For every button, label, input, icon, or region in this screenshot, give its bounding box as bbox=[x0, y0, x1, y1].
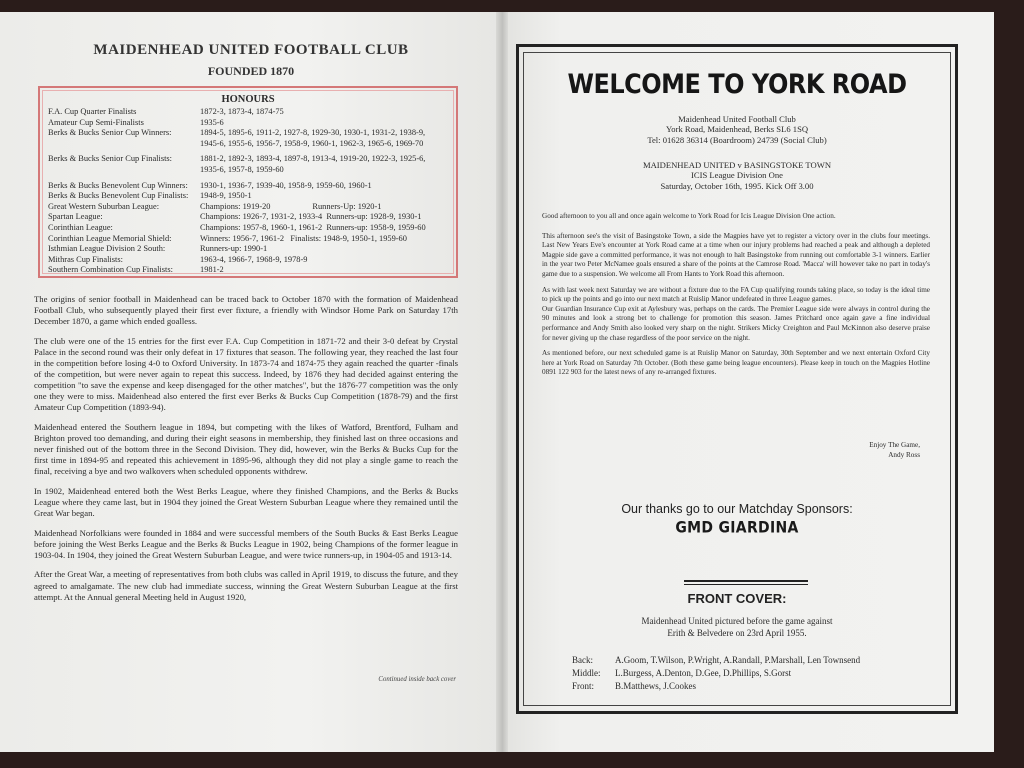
honours-row: Spartan League: Champions: 1926-7, 1931-2, 1933-4 Runners-up: 1928-9, 1930-1 bbox=[48, 212, 422, 222]
club-title: MAIDENHEAD UNITED FOOTBALL CLUB bbox=[93, 42, 409, 58]
honours-row: Berks & Bucks Senior Cup Winners: 1894-5, 1895-6, 1911-2, 1927-8, 1929-30, 1930-1, 1931-2, 1938-9, bbox=[48, 128, 426, 138]
front-cover-description: Maidenhead United pictured before the game against Erith & Belvedere on 23rd April 1955. bbox=[641, 616, 833, 638]
history-paragraph: After the Great War, a meeting of representatives from both clubs was called in April 1919, to discuss the future, and they agreed to amalgamate. The new club had immediate success, winning the Great Western Suburban League at the first attempt. At the Annual general Meeting held in August 1920, bbox=[34, 569, 458, 602]
sponsor-name: GMD GIARDINA bbox=[675, 518, 799, 538]
club-address: Maidenhead United Football Club York Road, Maidenhead, Berks SL6 1SQ Tel: 01628 36314 (Boardroom) 24739 (Social Club) bbox=[647, 114, 827, 145]
welcome-paragraph: Good afternoon to you all and once again welcome to York Road for Icis League Division One action. bbox=[542, 212, 836, 220]
honours-row: Berks & Bucks Benevolent Cup Winners: 1930-1, 1936-7, 1939-40, 1958-9, 1959-60, 1960-1 bbox=[48, 180, 372, 190]
honours-row: Southern Combination Cup Finalists: 1981-2 bbox=[48, 265, 224, 275]
lineup-row: Middle: L.Burgess, A.Denton, D.Gee, D.Phillips, S.Gorst bbox=[572, 668, 792, 678]
divider-rule bbox=[684, 580, 808, 582]
honours-row: Isthmian League Division 2 South: Runners-up: 1990-1 bbox=[48, 244, 268, 254]
continued-note: Continued inside back cover bbox=[378, 676, 456, 683]
lineup-row: Back: A.Goom, T.Wilson, P.Wright, A.Randall, P.Marshall, Len Townsend bbox=[572, 655, 861, 665]
lineup-row: Front: B.Matthews, J.Cookes bbox=[572, 681, 696, 691]
honours-row: Great Western Suburban League: Champions: 1919-20 Runners-Up: 1920-1 bbox=[48, 201, 382, 211]
honours-row: Berks & Bucks Benevolent Cup Finalists: 1948-9, 1950-1 bbox=[48, 191, 252, 201]
honours-row: Amateur Cup Semi-Finalists 1935-6 bbox=[48, 117, 224, 127]
team-lineup bbox=[572, 654, 942, 693]
history-paragraph: The origins of senior football in Maidenhead can be traced back to October 1870 with the formation of Maidenhead Football Club, who subsequently played their first ever fixture, a friendly with Windsor Home Park on Saturday 17th December 1870, a game which ended goalless. bbox=[34, 294, 458, 327]
honours-row: 1935-6, 1957-8, 1959-60 bbox=[200, 164, 284, 174]
founded-subtitle: FOUNDED 1870 bbox=[207, 64, 295, 78]
welcome-paragraph: Our Guardian Insurance Cup exit at Aylesbury was, perhaps on the cards. The Premier League side were always in control during the 90 minutes and look a strong bet to challenge for promotion this season. James Pritchard once again gave a fine individual performance and Andy Smith also looked very sharp on the night. Strikers Micky Creighton and Paul McKinnon also deserve praise for never giving up the chase regardless of the poor service on the night. bbox=[542, 304, 930, 342]
welcome-paragraph: As mentioned before, our next scheduled game is at Ruislip Manor on Saturday, 30th September and we next entertain Oxford City here at York Road on Saturday 7th October. (Both these game being league encounters). Please keep in touch on the Magpies Hotline 0891 122 903 for the latest news of any re-arranged fixtures. bbox=[542, 349, 930, 377]
honours-row: F.A. Cup Quarter Finalists 1872-3, 1873-4, 1874-75 bbox=[48, 107, 284, 116]
page-spine bbox=[496, 12, 508, 752]
welcome-heading: WELCOME TO YORK ROAD bbox=[567, 68, 907, 100]
welcome-paragraph: As with last week next Saturday we are without a fixture due to the FA Cup qualifying rounds taking place, so today is the ideal time to pick up the points and go into our next match at Ruislip Manor undefeated in three League games. bbox=[542, 285, 930, 304]
honours-row: Berks & Bucks Senior Cup Finalists: 1881-2, 1892-3, 1893-4, 1897-8, 1913-4, 1919-20, 1922-3, 1925-6, bbox=[48, 154, 426, 164]
club-history-text bbox=[34, 294, 458, 611]
divider-rule bbox=[684, 584, 808, 585]
history-paragraph: Maidenhead Norfolkians were founded in 1884 and were successful members of the South Bucks & East Berks League before joining the West Berks League and the Berks & Bucks League in 1902, being Champions of the former league in 1903-04. In 1904, they joined the Great Western Suburban League, and were twice runners-up, in 1904-05 and 1913-14. bbox=[34, 527, 458, 560]
honours-title: HONOURS bbox=[221, 94, 275, 105]
history-paragraph: In 1902, Maidenhead entered both the West Berks League, where they finished Champions, and the Berks & Bucks League where they came last, but in 1904 they joined the Great Western Suburban League where they remained until the Great War began. bbox=[34, 485, 458, 519]
welcome-text bbox=[542, 212, 930, 384]
sponsor-thanks: Our thanks go to our Matchday Sponsors: bbox=[621, 502, 853, 516]
front-cover-title: FRONT COVER: bbox=[687, 591, 787, 606]
welcome-paragraph: This afternoon see's the visit of Basingstoke Town, a side the Magpies have yet to register a victory over in the clubs four meetings. Last New Years Eve's encounter at York Road came at a time when our injury problems had reached a peak and although a depleted Magpie side gave a committed performance, it was not enough to halt Basingstoke from running out comfortable 3-1 winners. Earlier in the year two Peter McNamee goals ensured a share of the points at the Camrose Road. 'Macca' will however take no part in today's game due to a suspension. We welcome all From Hants to York Road this afternoon. bbox=[542, 231, 930, 278]
honours-box bbox=[38, 86, 458, 278]
honours-row: 1945-6, 1955-6, 1956-7, 1958-9, 1960-1, 1962-3, 1965-6, 1969-70 bbox=[200, 138, 424, 148]
history-paragraph: The club were one of the 15 entries for the first ever F.A. Cup Competition in 1871-72 and their 3-0 defeat by Crystal Palace in the second round was their only defeat in 17 fixtures that season. The following year, they reached the last four in the competition before losing 4-0 to Oxford University. In 1873-74 and 1874-75 they again reached the quarter -finals of the competition, but were never again to repeat this success. Indeed, by 1876 they had decided against entering the competition "to save the expense and keep disengaged for the other matches", but the 1876-77 competition was the only one they were to miss. Maidenhead also entered the first ever Berks & Bucks Cup Competition (1878-79) and the first Amateur Cup Competition (1893-94). bbox=[34, 335, 458, 413]
match-info: MAIDENHEAD UNITED v BASINGSTOKE TOWN ICIS League Division One Saturday, October 16th, 1995. Kick Off 3.00 bbox=[642, 160, 832, 191]
honours-row: Mithras Cup Finalists: 1963-4, 1966-7, 1968-9, 1978-9 bbox=[48, 254, 308, 264]
honours-row: Corinthian League Memorial Shield: Winners: 1956-7, 1961-2 Finalists: 1948-9, 1950-1, 1959-60 bbox=[48, 233, 407, 243]
honours-row: Corinthian League: Champions: 1957-8, 1960-1, 1961-2 Runners-up: 1958-9, 1959-60 bbox=[48, 222, 426, 232]
signoff: Enjoy The Game, Andy Ross bbox=[869, 441, 920, 459]
history-paragraph: Maidenhead entered the Southern league in 1894, but competing with the likes of Watford, Brentford, Fulham and Brighton proved too demanding, and during their eight seasons in membership, they finished last on three occasions and never finished out of the bottom three in the Second Division. They did, however, win the Berks & Bucks Cup for the first time in 1894-95 and repeated this achievement in 1895-96, although they did not play a single game to reach the final, receiving a bye and two walkovers when scheduled opponents withdrew. bbox=[34, 421, 458, 477]
